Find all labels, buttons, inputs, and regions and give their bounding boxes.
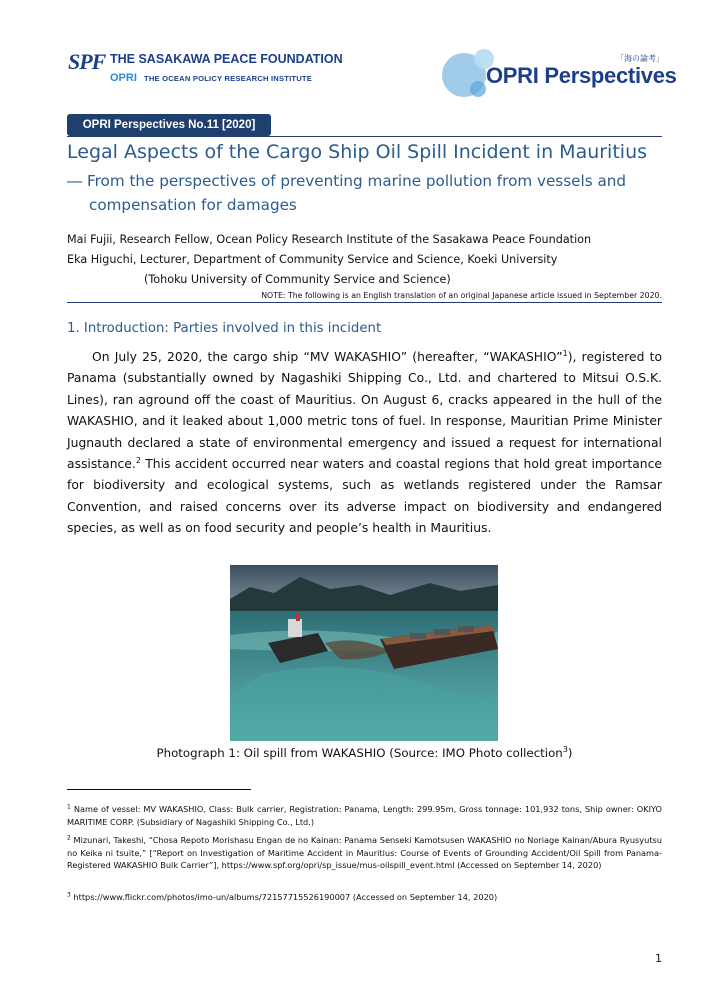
- opri-name: THE OCEAN POLICY RESEARCH INSTITUTE: [144, 74, 313, 83]
- brand-title: OPRI Perspectives: [486, 63, 677, 88]
- footnote-text: Mizunari, Takeshi, “Chosa Repoto Morishasu Engan de no Kainan: Panama Senseki Kamotsusen WAKASHIO no Noriage Kainan/Abura Ryusyutsu no Keika ni tsuite,” [“Report on Investigation of Maritime Accident in Mauritius: Course of Events of Grounding Accident/Oil Spill from Panama-Registered WAKASHIO Bulk Carrier”], https://www.spf.org/opri/sp_issue/mus-oilspill_event.html (Accessed on September 14, 2020): [67, 835, 662, 871]
- footnote-link-text[interactable]: https://www.flickr.com/photos/imo-un/albums/72157715526190007 (Accessed on September 14, 2020): [70, 892, 498, 902]
- author-line-1: Mai Fujii, Research Fellow, Ocean Policy Research Institute of the Sasakawa Peace Foundation: [67, 233, 592, 246]
- footnote-3: [67, 891, 662, 904]
- page-number: 1: [655, 952, 662, 965]
- caption-text: Photograph 1: Oil spill from WAKASHIO (Source: IMO Photo collection: [156, 746, 563, 760]
- photograph-oil-spill: [230, 565, 498, 741]
- footnote-text: Name of vessel: MV WAKASHIO, Class: Bulk carrier, Registration: Panama, Length: 299.95m, Gross tonnage: 101,932 tons, Ship owner: OKIYO MARITIME CORP. (Subsidiary of Nagashiki Shipping Co., Ltd.): [67, 804, 662, 827]
- translation-note: NOTE: The following is an English translation of an original Japanese article issued in September 2020.: [261, 291, 662, 300]
- title-divider: [67, 136, 662, 137]
- author-line-2: Eka Higuchi, Lecturer, Department of Community Service and Science, Koeki University: [67, 253, 558, 266]
- spf-name: THE SASAKAWA PEACE FOUNDATION: [110, 52, 343, 66]
- section-heading: 1. Introduction: Parties involved in this incident: [67, 321, 382, 336]
- body-paragraph: [67, 347, 662, 540]
- caption-close: ): [567, 746, 573, 760]
- footnote-ref-3[interactable]: 3: [562, 745, 568, 755]
- opri-perspectives-brand: [440, 45, 677, 100]
- opri-logo: OPRI: [110, 72, 137, 84]
- body-text-part-3: This accident occurred near waters and coastal regions that hold great importance for biodiversity and ecological systems, such as wetlands registered under the Ramsar Convention, and raised concerns over its adverse impact on biodiversity and endangered species, as well as on food security and people’s health in Mauritius.: [67, 457, 662, 536]
- ship-photo-illustration: [230, 565, 498, 741]
- footnote-number: 3: [67, 891, 71, 899]
- note-divider: [67, 302, 662, 303]
- issue-badge: OPRI Perspectives No.11 [2020]: [67, 114, 271, 136]
- footnote-ref-1[interactable]: 1: [562, 348, 568, 358]
- footnote-2: [67, 834, 662, 872]
- page-title: Legal Aspects of the Cargo Ship Oil Spill Incident in Mauritius: [67, 141, 648, 163]
- footnote-1: [67, 803, 662, 828]
- photo-caption: [67, 746, 662, 760]
- body-text-part-2: ), registered to Panama (substantially owned by Nagashiki Shipping Co., Ltd. and chartered to Mitsui O.S.K. Lines), ran aground off the coast of Mauritius. On August 6, cracks appeared in the hull of the WAKASHIO, and it leaked about 1,000 metric tons of fuel. In response, Mauritian Prime Minister Jugnauth declared a state of environmental emergency and issued a request for international assistance.: [67, 350, 662, 472]
- footnote-number: 2: [67, 834, 71, 842]
- spf-logo: SPF: [68, 49, 106, 74]
- footnote-divider: [67, 789, 251, 790]
- subtitle-line-2: compensation for damages: [89, 196, 297, 214]
- subtitle-line-1: ― From the perspectives of preventing marine pollution from vessels and: [67, 172, 627, 190]
- brand-japanese-label: 「海の論考」: [616, 54, 664, 63]
- footnote-number: 1: [67, 803, 71, 811]
- footnote-ref-2[interactable]: 2: [135, 455, 141, 465]
- body-text-part-1: On July 25, 2020, the cargo ship “MV WAKASHIO” (hereafter, “WAKASHIO”: [92, 350, 563, 364]
- author-line-3: (Tohoku University of Community Service and Science): [144, 273, 451, 286]
